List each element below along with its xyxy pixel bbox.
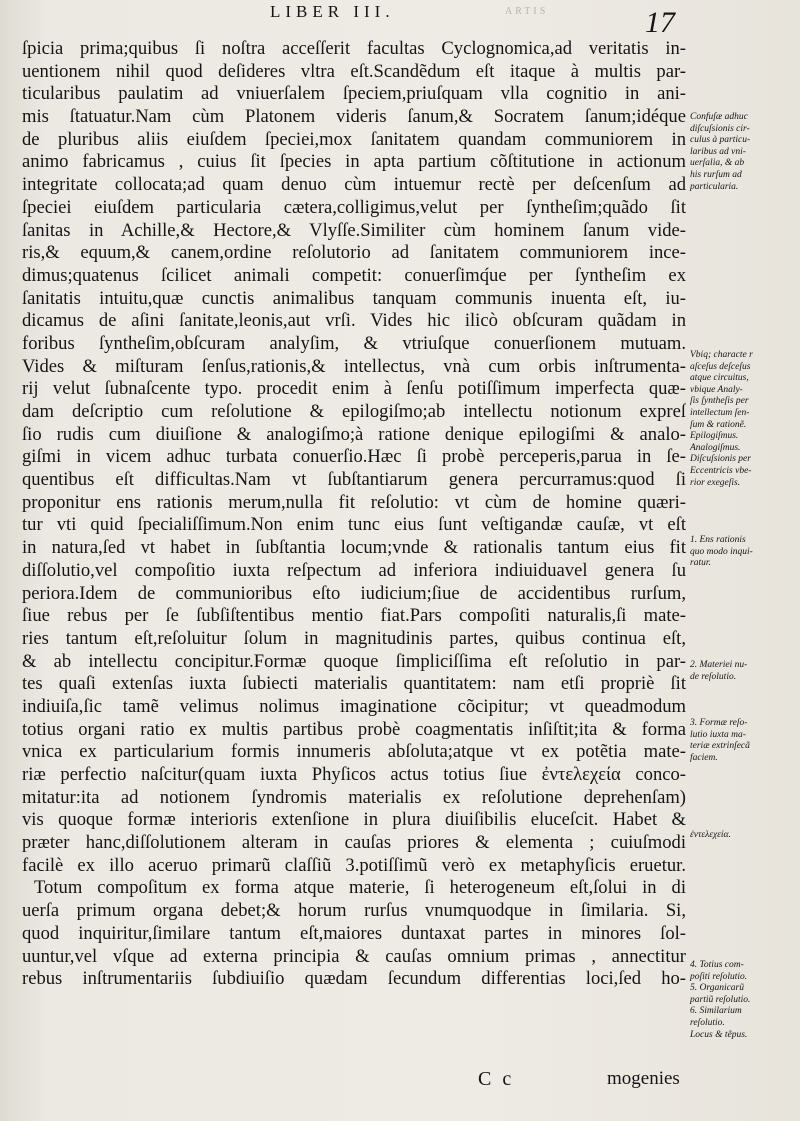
margin-note: ἐντελεχεία.: [690, 830, 731, 840]
text-line: tes quaſi extenſas iuxta ſubiecti materialis quantitatem: nam etſi propriè ſit: [22, 673, 686, 695]
text-line: rebus inſtrumentariis ſubdiuiſio quædam ſecundum differentias loci,ſed ho-: [22, 968, 686, 990]
text-line: quentibus eſt difficultas.Nam vt ſubſtantiarum genera percurramus:quod ſi: [22, 469, 686, 491]
text-line: indiuiſa,ſic tamẽ velimus nolimus imaginatione cõcipitur; vt queadmodum: [22, 695, 686, 717]
margin-note: Confuſæ adhuc diſcuſsionis cir- culus à particu- laribus ad vni- uerſalia, & ab his rurſum ad particularia.: [690, 112, 751, 192]
text-line: foribus ſyntheſim,obſcuram analyſim, & vtriuſque conuerſionem mutuam.: [22, 332, 686, 354]
text-line: tur vti quid ſpecialiſſimum.Non enim tunc eius ſunt veſtigandæ cauſæ, vt eſt: [22, 514, 686, 536]
text-line: totius organi ratio ex multis partibus probè coagmentatis inſiſtit;ita & forma: [22, 718, 686, 740]
margin-note: Vbiq; characte r aſceſus deſceſus atque circuitus, vbique Analy- ſis ſyntheſis per intellectum ſen- ſum & rationẽ. Epilogiſmus. Analogiſmus. Diſcuſsionis per Eccentricis vbe- rior exegeſis.: [690, 350, 753, 488]
text-line: proponitur ens rationis merum,nulla fit reſolutio: vt cùm de homine quæri-: [22, 491, 686, 513]
text-line: giſmi in vicem adhuc turbata conuerſio.Hæc ſi probè perceperis,parua in ſe-: [22, 446, 686, 468]
margin-note: 4. Totius com- poſiti reſolutio. 5. Organicarũ partiũ reſolutio. 6. Similarium reſolutio. Locus & tẽpus.: [690, 960, 751, 1040]
text-line: periora.Idem de communioribus eſto iudicium;ſiue de accidentibus rurſum,: [22, 582, 686, 604]
text-line: uerſa primum organa debet;& horum rurſus vnumquodque in ſimilaria. Si,: [22, 900, 686, 922]
text-line: diſſolutio,vel compoſitio iuxta reſpectum ad inferiora indiuiduavel genera ſu: [22, 559, 686, 581]
text-line: ſpicia prima;quibus ſi noſtra acceſſerit facultas Cyclognomica,ad veritatis in-: [22, 38, 686, 59]
margin-note: 1. Ens rationis quo modo inqui- ratur.: [690, 535, 753, 569]
catchword: mogenies: [607, 1068, 680, 1089]
text-line: vis quoque formæ interioris extenſione in plura diuiſibilis eluceſcit. Habet &: [22, 809, 686, 831]
text-line: & ab intellectu concipitur.Formæ quoque ſimpliciſſima eſt reſolutio in par-: [22, 650, 686, 672]
text-line: ſiue rebus per ſe ſubſiſtentibus mentio fiat.Pars compoſiti naturalis,ſi mate-: [22, 605, 686, 627]
text-line: mis ſtatuatur.Nam cùm Platonem videris ſanum,& Socratem ſanum;idéque: [22, 106, 686, 128]
text-line: ris,& equum,& canem,ordine reſolutorio ad ſanitatem communiorem ince-: [22, 242, 686, 264]
text-line: facilè ex illo aceruo primarũ claſſiũ 3.potiſſimũ verò ex metaphyſicis eruetur.: [22, 854, 686, 876]
text-line: mitatur:ita ad notionem ſyndromis materialis ex reſolutione deprehenſam): [22, 786, 686, 808]
text-line: uentionem nihil quod deſideres vltra eſt.Scandẽdum eſt itaque à multis par-: [22, 60, 686, 82]
running-title: LIBER III.: [270, 2, 395, 21]
text-line: in natura,ſed vt habet in ſubſtantia locum;vnde & rationalis tantum eius fit: [22, 537, 686, 559]
main-text-block: [22, 38, 686, 991]
text-line: ries tantum eſt,reſoluitur ſolum in magnitudinis partes, quibus continua eſt,: [22, 627, 686, 649]
text-line: ſio rudis cum diuiſione & analogiſmo;à ratione denique epilogiſmi & analo-: [22, 423, 686, 445]
bleed-through-header: ARTIS: [505, 6, 549, 17]
text-line: ſpeciei eiuſdem particularia cætera,colligimus,velut per ſyntheſim;quãdo ſit: [22, 196, 686, 218]
text-line: dimus;quatenus ſcilicet animali competit: conuerſimq́ue per ſyntheſim ex: [22, 264, 686, 286]
margin-note: 2. Materiei nu- de reſolutio.: [690, 660, 748, 682]
text-line: uuntur,vel vſque ad externa principia & cauſas omnium primas , annectitur: [22, 945, 686, 967]
signature-mark: C c: [478, 1068, 515, 1090]
text-line: ticularibus paulatim ad vniuerſalem ſpeciem,priuſquam vlla cognitio in ani-: [22, 83, 686, 105]
text-line: dam deſcriptio cum reſolutione & epilogiſmo;ab intellectu notionum expreſ: [22, 401, 686, 422]
text-line: Totum compoſitum ex forma atque materie, ſi heterogeneum eſt,ſolui in di: [34, 877, 686, 899]
text-line: quod inquiritur,ſimilare tantum eſt,maiores duntaxat partes in minores ſol-: [22, 922, 686, 944]
text-line: Vides & miſturam ſenſus,rationis,& intellectus, vnà cum orbis inſtrumenta-: [22, 355, 686, 377]
text-line: animo fabricamus , cuius ſit ſpecies in apta partium cõſtitutione in actionum: [22, 151, 686, 173]
text-line: rij velut ſubnaſcente typo. procedit enim à ſenſu potiſſimum imperfecta quæ-: [22, 378, 686, 400]
text-line: dicamus de aſini ſanitate,leonis,aut vrſi. Vides hic ilicò obſcuram quãdam in: [22, 310, 686, 332]
text-line: præter hanc,diſſolutionem alteram in cauſas priores & elementa ; cuiuſmodi: [22, 832, 686, 854]
text-line: integritate collocata;ad quam denuo cùm intuemur rectè per deſcenſum ad: [22, 174, 686, 196]
page-number: 17: [645, 6, 675, 39]
text-line: vnica ex particularium formis innumeris abſoluta;atque vt ex potẽtia mate-: [22, 741, 686, 763]
text-line: ſanitatis intuitu,quæ cunctis animalibus tanquam communis inuenta eſt, iu-: [22, 287, 686, 309]
text-line: de pluribus aliis eiuſdem ſpeciei,mox ſanitatem quandam communiorem in: [22, 128, 686, 150]
text-line: ſanitas in Achille,& Hectore,& Vlyſſe.Similiter cùm hominem ſanum vide-: [22, 219, 686, 241]
margin-note: 3. Formæ reſo- lutio iuxta ma- teriæ extrinſecã faciem.: [690, 718, 750, 763]
text-line: riæ perfectio naſcitur(quam iuxta Phyſicos actus totius ſiue ἐντελεχεία conco-: [22, 764, 686, 785]
